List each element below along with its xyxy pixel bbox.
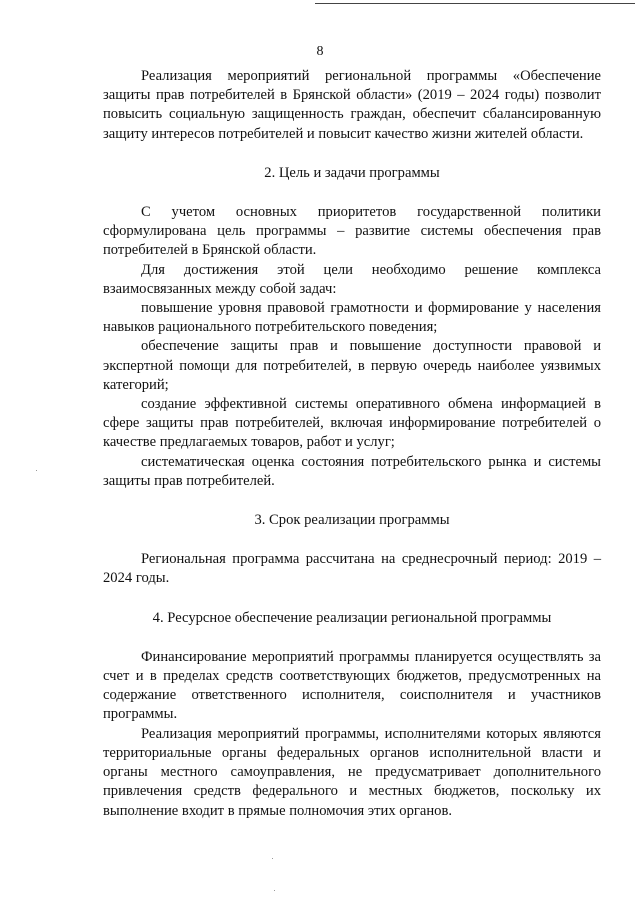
section-4-paragraph-1: Финансирование мероприятий программы планируется осуществлять за счет и в пределах средств соответствующих бюджетов, предусмотренных на содержание ответственного исполнителя, соисполнителя и участников программы.: [103, 648, 601, 723]
section-2-paragraph-2: Для достижения этой цели необходимо решение комплекса взаимосвязанных между собой задач:: [103, 261, 601, 297]
intro-paragraph: Реализация мероприятий региональной программы «Обеспечение защиты прав потребителей в Брянской области» (2019 – 2024 годы) позволит повысить социальную защищенность граждан, обеспечит сбалансированную защиту интересов потребителей и повысит качество жизни жителей области.: [103, 68, 601, 142]
scan-speck: [272, 858, 273, 859]
document-body: [103, 67, 601, 821]
section-3-heading: 3. Срок реализации программы: [254, 512, 450, 529]
task-item-1: повышение уровня правовой грамотности и формирование у населения навыков рационального потребительского поведения;: [103, 300, 601, 336]
scan-speck: [36, 470, 37, 471]
task-item-3: создание эффективной системы оперативного обмена информацией в сфере защиты прав потребителей, включая информирование потребителей о качестве предлагаемых товаров, работ и услуг;: [103, 396, 601, 451]
scan-speck: [274, 890, 275, 891]
section-2-paragraph-1: С учетом основных приоритетов государственной политики сформулирована цель программы – развитие системы обеспечения прав потребителей в Брянской области.: [103, 204, 601, 259]
section-4-heading: 4. Ресурсное обеспечение реализации региональной программы: [152, 609, 552, 626]
section-4-paragraph-2: Реализация мероприятий программы, исполнителями которых являются территориальные органы федеральных органов исполнительной власти и органы местного самоуправления, не предусматривает дополнительного привлечения средств федерального и местных бюджетов, поскольку их выполнение входит в прямые полномочия этих органов.: [103, 725, 601, 819]
top-edge-line: [315, 3, 635, 4]
section-2-heading: 2. Цель и задачи программы: [264, 164, 440, 181]
section-3-paragraph-1: Региональная программа рассчитана на среднесрочный период: 2019 – 2024 годы.: [103, 551, 601, 587]
page-number: 8: [316, 44, 324, 59]
task-item-4: систематическая оценка состояния потребительского рынка и системы защиты прав потребителей.: [103, 453, 601, 489]
task-item-2: обеспечение защиты прав и повышение доступности правовой и экспертной помощи для потребителей, в первую очередь наиболее уязвимых категорий;: [103, 338, 601, 393]
